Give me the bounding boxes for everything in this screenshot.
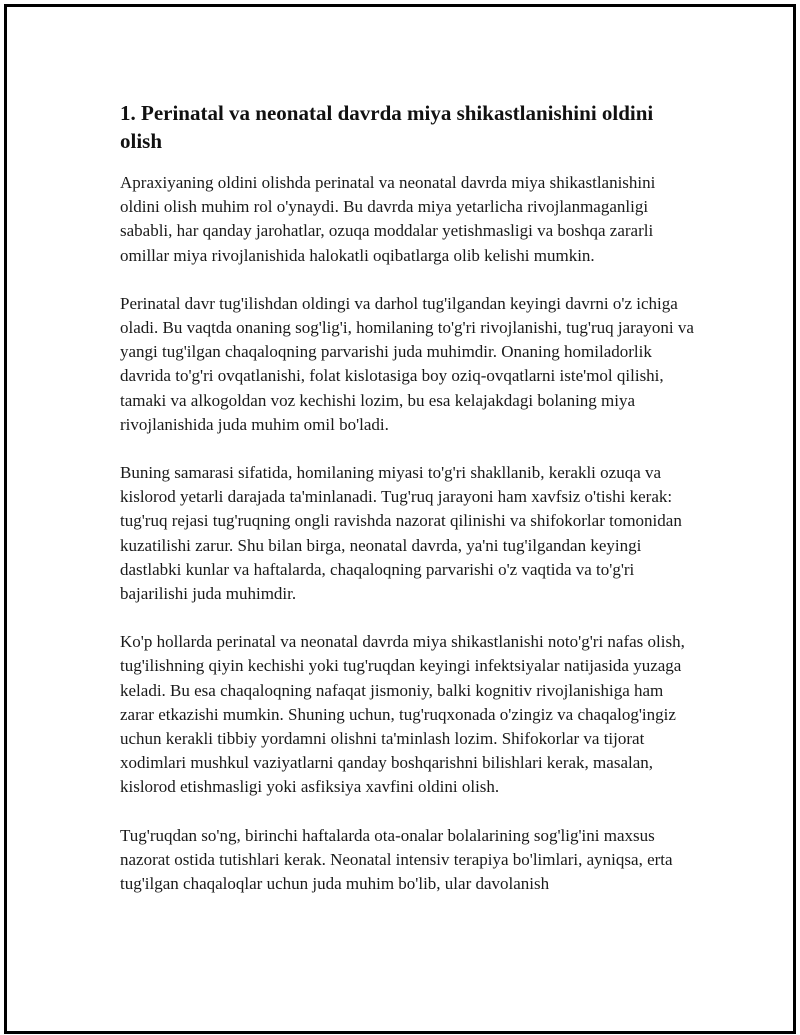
paragraph-1: Apraxiyaning oldini olishda perinatal va neonatal davrda miya shikastlanishini oldini olish muhim rol o'ynaydi. Bu davrda miya yetarlicha rivojlanmaganligi sababli, har qanday jarohatlar, ozuqa moddalar yetishmasligi va boshqa zararli omillar miya rivojlanishida halokatli oqibatlarga olib kelishi mumkin. — [120, 173, 656, 265]
page-frame — [4, 4, 796, 1034]
section-heading: 1. Perinatal va neonatal davrda miya shikastlanishini oldini olish — [120, 101, 654, 153]
document-body — [120, 99, 695, 920]
paragraph-3: Buning samarasi sifatida, homilaning miyasi to'g'ri shakllanib, kerakli ozuqa va kislorod yetarli darajada ta'minlanadi. Tug'ruq jarayoni ham xavfsiz o'tishi kerak: tug'ruq rejasi tug'ruqning ongli ravishda nazorat qilinishi va shifokorlar tomonidan kuzatilishi zarur. Shu bilan birga, neonatal davrda, ya'ni tug'ilgandan keyingi dastlabki kunlar va haftalarda, chaqaloqning parvarishi o'z vaqtida va to'g'ri bajarilishi juda muhimdir. — [120, 463, 682, 604]
paragraph-4: Ko'p hollarda perinatal va neonatal davrda miya shikastlanishi noto'g'ri nafas olish, tug'ilishning qiyin kechishi yoki tug'ruqdan keyingi infektsiyalar natijasida yuzaga keladi. Bu esa chaqaloqning nafaqat jismoniy, balki kognitiv rivojlanishiga ham zarar etkazishi mumkin. Shuning uchun, tug'ruqxonada o'zingiz va chaqalog'ingiz uchun kerakli tibbiy yordamni olishni ta'minlash lozim. Shifokorlar va tijorat xodimlari mushkul vaziyatlarni qanday boshqarishni bilishlari kerak, masalan, kislorod etishmasligi yoki asfiksiya xavfini oldini olish. — [120, 632, 685, 797]
paragraph-5: Tug'ruqdan so'ng, birinchi haftalarda ota-onalar bolalarining sog'lig'ini maxsus nazorat ostida tutishlari kerak. Neonatal intensiv terapiya bo'limlari, ayniqsa, erta tug'ilgan chaqaloqlar uchun juda muhim bo'lib, ular davolanish — [120, 825, 673, 894]
paragraph-2: Perinatal davr tug'ilishdan oldingi va darhol tug'ilgandan keyingi davrni o'z ichiga oladi. Bu vaqtda onaning sog'lig'i, homilaning to'g'ri rivojlanishi, tug'ruq jarayoni va yangi tug'ilgan chaqaloqning parvarishi juda muhimdir. Onaning homiladorlik davrida to'g'ri ovqatlanishi, folat kislotasiga boy oziq-ovqatlarni iste'mol qilishi, tamaki va alkogoldan voz kechishi lozim, bu esa kelajakdagi bolaning miya rivojlanishida juda muhim omil bo'ladi. — [120, 293, 694, 434]
